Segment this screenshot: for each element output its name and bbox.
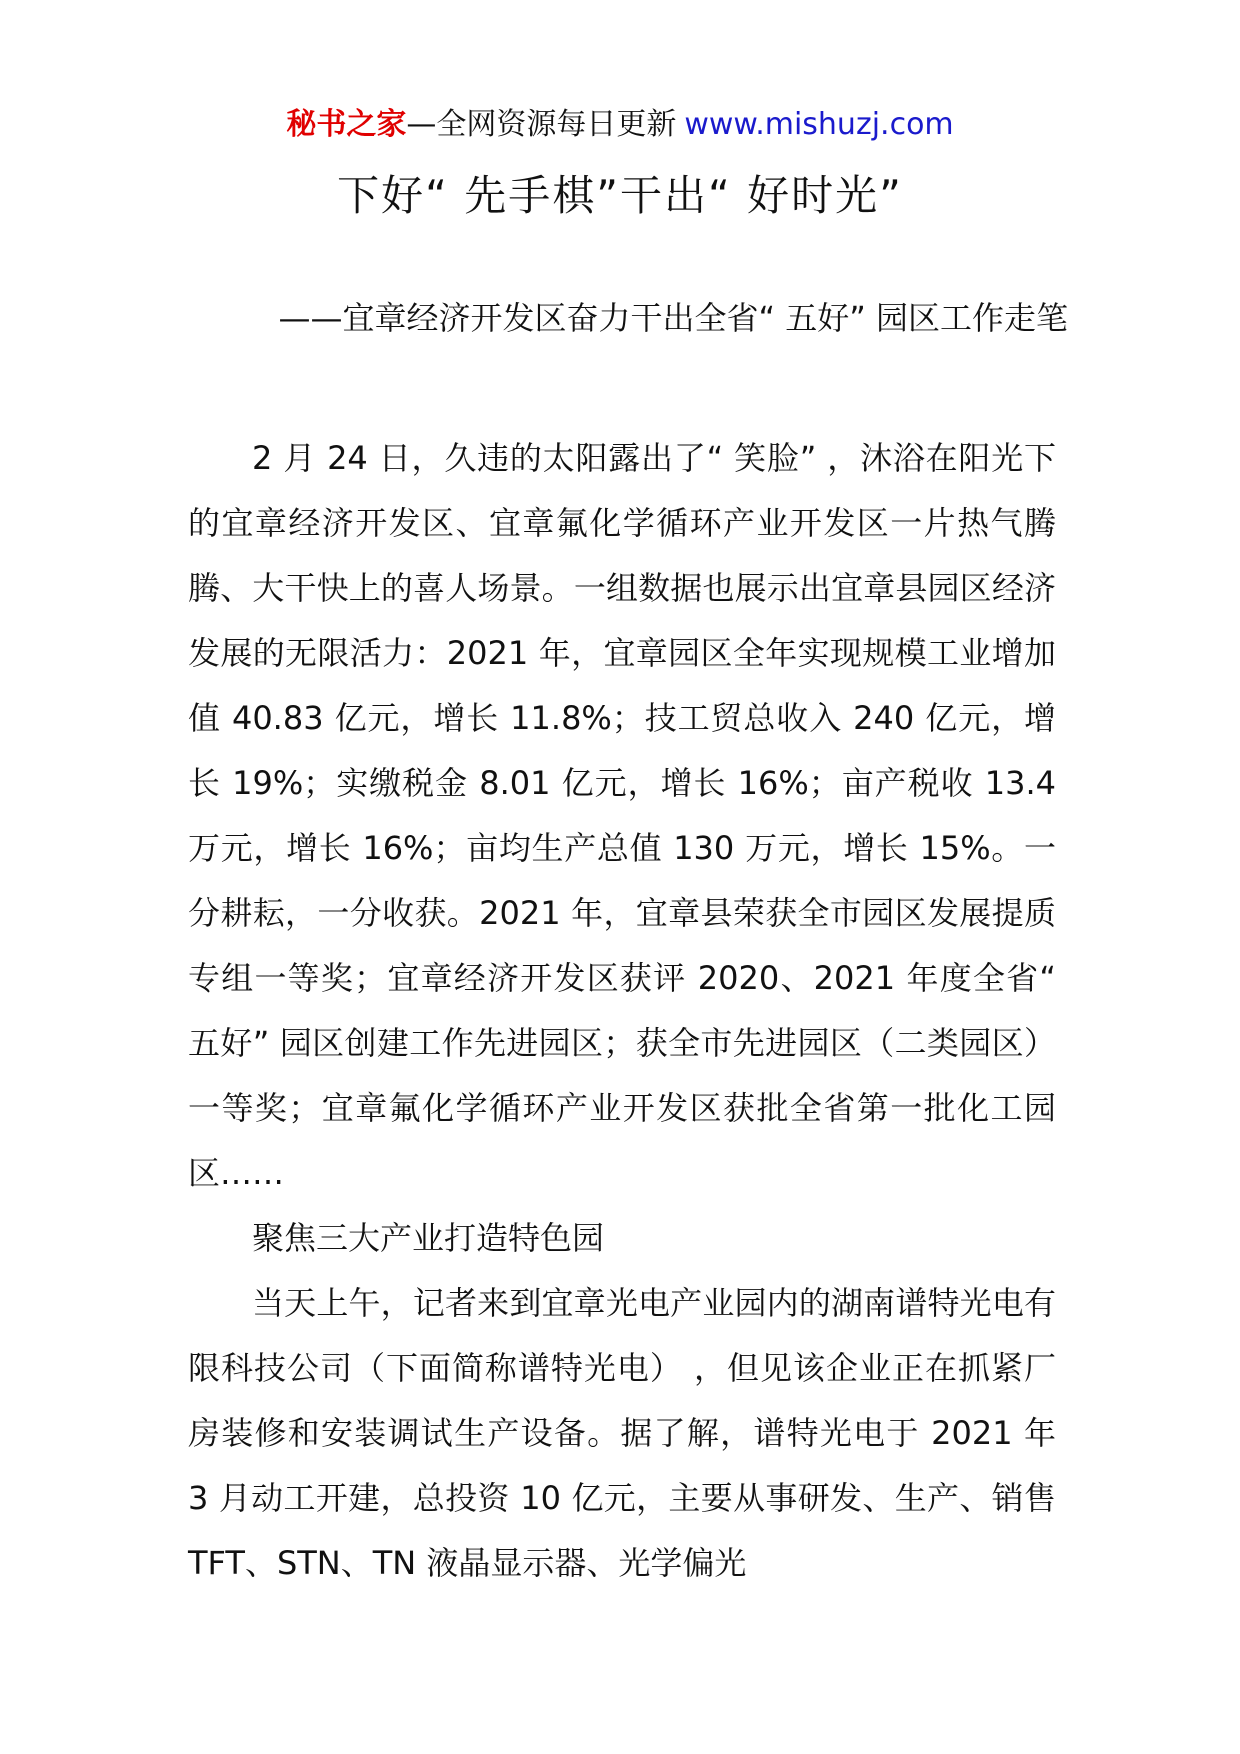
- paragraph: 2 月 24 日，久违的太阳露出了“ 笑脸” ，沐浴在阳光下的宜章经济开发区、宜章氟化学循环产业开发区一片热气腾腾、大干快上的喜人场景。一组数据也展示出宜章县园区经济发展的无限活力：2021 年，宜章园区全年实现规模工业增加值 40.83 亿元，增长 11.8%；技工贸总收入 240 亿元，增长 19%；实缴税金 8.01 亿元，增长 16%；亩产税收 13.4 万元，增长 16%；亩均生产总值 130 万元，增长 15%。一分耕耘，一分收获。2021 年，宜章县荣获全市园区发展提质专组一等奖；宜章经济开发区获评 2020、2021 年度全省“ 五好” 园区创建工作先进园区；获全市先进园区（二类园区）一等奖；宜章氟化学循环产业开发区获批全省第一批化工园区……: [188, 439, 1056, 1192]
- article-subtitle: ——宜章经济开发区奋力干出全省“ 五好” 园区工作走笔: [278, 299, 1068, 337]
- header-tagline: —全网资源每日更新: [406, 107, 677, 142]
- site-url-link[interactable]: www.mishuzj.com: [684, 107, 954, 142]
- section-heading: 聚焦三大产业打造特色园: [252, 1219, 605, 1257]
- article-title: 下好“ 先手棋”干出“ 好时光”: [337, 171, 903, 220]
- brand-name: 秘书之家: [286, 107, 407, 142]
- site-header: [0, 104, 1240, 146]
- paragraph: 当天上午，记者来到宜章光电产业园内的湖南谱特光电有限科技公司（下面简称谱特光电） ，但见该企业正在抓紧厂房装修和安装调试生产设备。据了解，谱特光电于 2021 年 3 月动工开建，总投资 10 亿元，主要从事研发、生产、销售 TFT、STN、TN 液晶显示器、光学偏光: [188, 1284, 1056, 1582]
- article-body: [188, 426, 1056, 1596]
